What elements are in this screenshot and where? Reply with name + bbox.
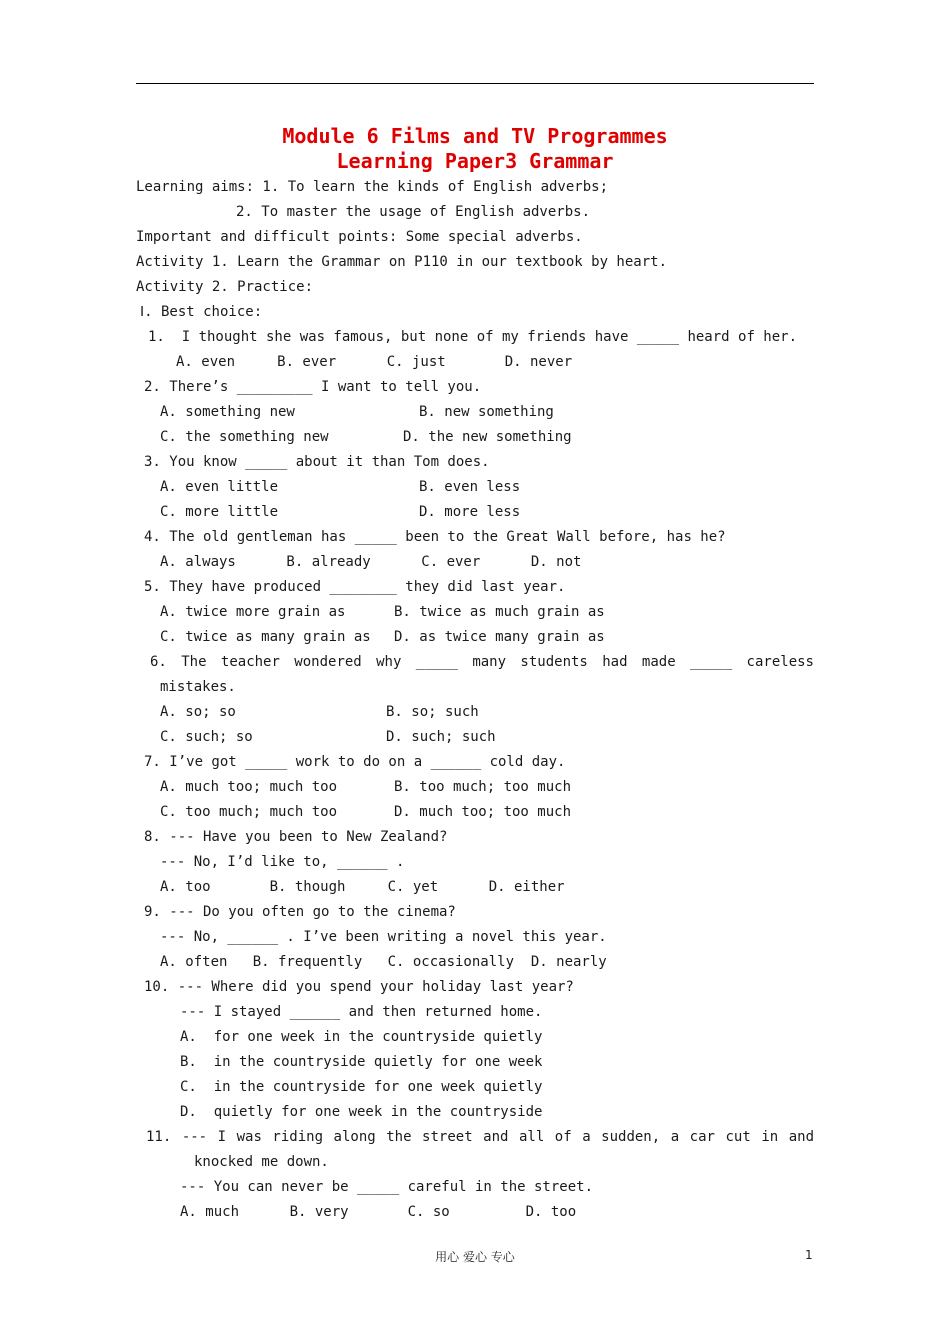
question-5-option-c: C. twice as many grain as: [160, 629, 371, 645]
question-9-options: A. often B. frequently C. occasionally D. nearly: [160, 954, 607, 970]
question-10-stem: 10. --- Where did you spend your holiday last year?: [144, 979, 574, 995]
question-2-option-d: D. the new something: [403, 429, 572, 445]
question-7-option-c: C. too much; much too: [160, 804, 338, 820]
question-6-stem: 6. The teacher wondered why _____ many students had made _____ careless: [150, 654, 814, 670]
question-3-option-c: C. more little: [160, 504, 279, 520]
question-11-continuation: knocked me down.: [194, 1154, 329, 1170]
question-10-option-b: B. in the countryside quietly for one week: [180, 1054, 543, 1070]
question-3-stem: 3. You know _____ about it than Tom does.: [144, 454, 490, 470]
section-heading: Ⅰ. Best choice:: [140, 304, 263, 320]
question-11-reply: --- You can never be _____ careful in the street.: [180, 1179, 594, 1195]
important-points: Important and difficult points: Some special adverbs.: [136, 229, 583, 245]
question-5-option-a: A. twice more grain as: [160, 604, 346, 620]
title-line-1: Module 6 Films and TV Programmes: [282, 124, 668, 148]
question-3-option-a: A. even little: [160, 479, 279, 495]
question-7-option-a: A. much too; much too: [160, 779, 338, 795]
title-line-2: Learning Paper3 Grammar: [336, 149, 614, 173]
header-rule: [136, 83, 814, 84]
question-5-stem: 5. They have produced ________ they did last year.: [144, 579, 566, 595]
question-11-stem: 11. --- I was riding along the street and all of a sudden, a car cut in and: [146, 1129, 814, 1145]
question-2-option-a: A. something new: [160, 404, 295, 420]
question-2-option-c: C. the something new: [160, 429, 329, 445]
question-10-option-c: C. in the countryside for one week quietly: [180, 1079, 543, 1095]
question-4-stem: 4. The old gentleman has _____ been to the Great Wall before, has he?: [144, 529, 726, 545]
question-3-option-d: D. more less: [419, 504, 521, 520]
learning-aims-2: 2. To master the usage of English adverbs.: [236, 204, 591, 220]
question-10-reply: --- I stayed ______ and then returned home.: [180, 1004, 543, 1020]
question-6-option-a: A. so; so: [160, 704, 236, 720]
question-8-stem: 8. --- Have you been to New Zealand?: [144, 829, 448, 845]
question-4-options: A. always B. already C. ever D. not: [160, 554, 582, 570]
question-11-options: A. much B. very C. so D. too: [180, 1204, 577, 1220]
question-6-continuation: mistakes.: [160, 679, 236, 695]
question-6-option-c: C. such; so: [160, 729, 253, 745]
question-7-option-b: B. too much; too much: [394, 779, 572, 795]
question-10-option-a: A. for one week in the countryside quietly: [180, 1029, 543, 1045]
question-5-option-d: D. as twice many grain as: [394, 629, 605, 645]
question-7-option-d: D. much too; too much: [394, 804, 572, 820]
question-9-stem: 9. --- Do you often go to the cinema?: [144, 904, 456, 920]
question-1-stem: 1. I thought she was famous, but none of my friends have _____ heard of her.: [148, 329, 798, 345]
activity-2: Activity 2. Practice:: [136, 279, 314, 295]
page-number: 1: [805, 1248, 813, 1262]
question-8-options: A. too B. though C. yet D. either: [160, 879, 565, 895]
question-2-option-b: B. new something: [419, 404, 554, 420]
question-7-stem: 7. I’ve got _____ work to do on a ______ cold day.: [144, 754, 566, 770]
question-2-stem: 2. There’s _________ I want to tell you.: [144, 379, 482, 395]
question-9-reply: --- No, ______ . I’ve been writing a novel this year.: [160, 929, 607, 945]
activity-1: Activity 1. Learn the Grammar on P110 in our textbook by heart.: [136, 254, 668, 270]
question-8-reply: --- No, I’d like to, ______ .: [160, 854, 405, 870]
question-10-option-d: D. quietly for one week in the countryside: [180, 1104, 543, 1120]
question-1-options: A. even B. ever C. just D. never: [176, 354, 573, 370]
question-5-option-b: B. twice as much grain as: [394, 604, 605, 620]
footer-text: 用心 爱心 专心: [435, 1250, 515, 1264]
question-6-option-b: B. so; such: [386, 704, 479, 720]
learning-aims-1: Learning aims: 1. To learn the kinds of English adverbs;: [136, 179, 609, 195]
question-3-option-b: B. even less: [419, 479, 521, 495]
question-6-option-d: D. such; such: [386, 729, 496, 745]
